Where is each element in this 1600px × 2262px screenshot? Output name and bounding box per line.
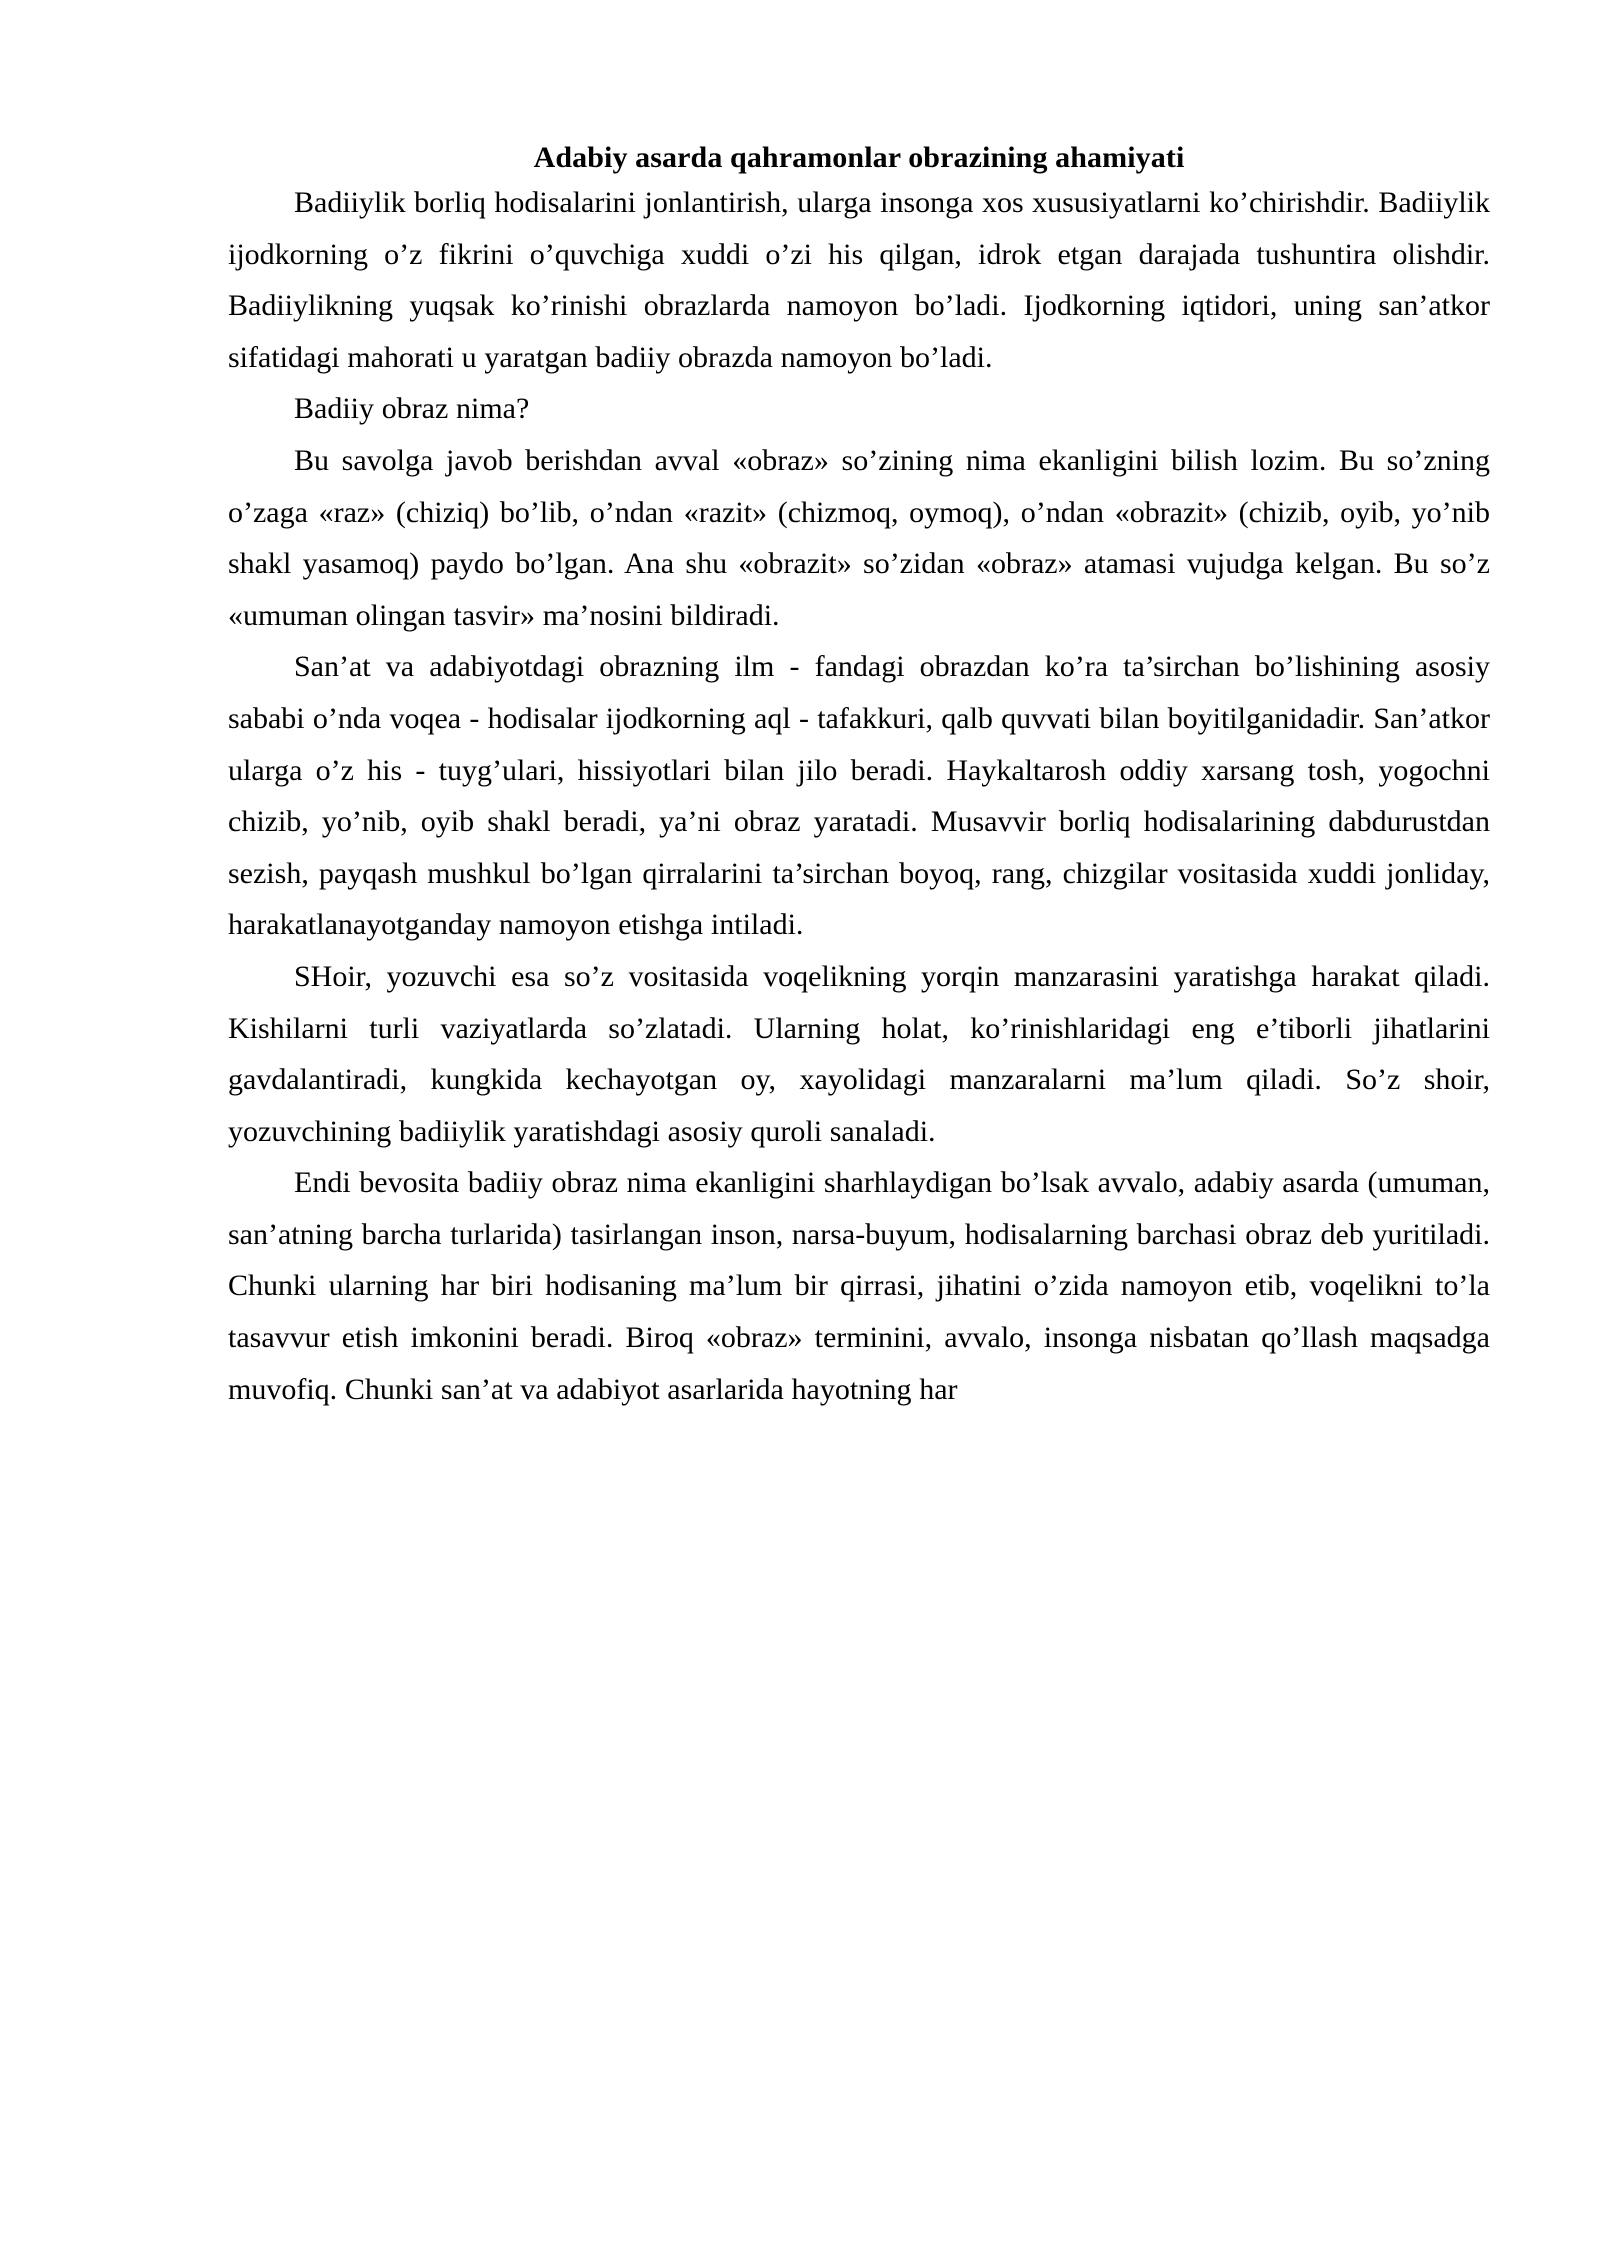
paragraph-4: San’at va adabiyotdagi obrazning ilm - fandagi obrazdan ko’ra ta’sirchan bo’lishining asosiy sababi o’nda voqea - hodisalar ijodkorning aql - tafakkuri, qalb quvvati bilan boyitilganidadir. San’atkor ularga o’z his - tuyg’ulari, hissiyotlari bilan jilo beradi. Haykaltarosh oddiy xarsang tosh, yogochni chizib, yo’nib, oyib shakl beradi, ya’ni obraz yaratadi. Musavvir borliq hodisalarining dabdurustdan sezish, payqash mushkul bo’lgan qirralarini ta’sirchan boyoq, rang, chizgilar vositasida xuddi jonliday, harakatlanayotganday namoyon etishga intiladi. <box>228 650 1490 942</box>
paragraph-1: Badiiylik borliq hodisalarini jonlantirish, ularga insonga xos xususiyatlarni ko’chirishdir. Badiiylik ijodkorning o’z fikrini o’quvchiga xuddi o’zi his qilgan, idrok etgan darajada tushuntira olishdir. Badiiylikning yuqsak ko’rinishi obrazlarda namoyon bo’ladi. Ijodkorning iqtidori, uning san’atkor sifatidagi mahorati u yaratgan badiiy obrazda namoyon bo’ladi. <box>228 186 1490 374</box>
paragraph-2: Badiiy obraz nima? <box>294 392 530 426</box>
page-title: Adabiy asarda qahramonlar obrazining ahamiyati <box>533 141 1185 174</box>
document-body <box>228 143 1490 1415</box>
paragraph-5: SHoir, yozuvchi esa so’z vositasida voqelikning yorqin manzarasini yaratishga harakat qiladi. Kishilarni turli vaziyatlarda so’zlatadi. Ularning holat, ko’rinishlaridagi eng e’tiborli jihatlarini gavdalantiradi, kungkida kechayotgan oy, xayolidagi manzaralarni ma’lum qiladi. So’z shoir, yozuvchining badiiylik yaratishdagi asosiy quroli sanaladi. <box>228 959 1490 1148</box>
paragraph-6: Endi bevosita badiiy obraz nima ekanligini sharhlaydigan bo’lsak avvalo, adabiy asarda (umuman, san’atning barcha turlarida) tasirlangan inson, narsa-buyum, hodisalarning barchasi obraz deb yuritiladi. Chunki ularning har biri hodisaning ma’lum bir qirrasi, jihatini o’zida namoyon etib, voqelikni to’la tasavvur etish imkonini beradi. Biroq «obraz» terminini, avvalo, insonga nisbatan qo’llash maqsadga muvofiq. Chunki san’at va adabiyot asarlarida hayotning har <box>228 1166 1490 1406</box>
paragraph-3: Bu savolga javob berishdan avval «obraz» so’zining nima ekanligini bilish lozim. Bu so’zning o’zaga «raz» (chiziq) bo’lib, o’ndan «razit» (chizmoq, oymoq), o’ndan «obrazit» (chizib, oyib, yo’nib shakl yasamoq) paydo bo’lgan. Ana shu «obrazit» so’zidan «obraz» atamasi vujudga kelgan. Bu so’z «umuman olingan tasvir» ma’nosini bildiradi. <box>228 443 1490 632</box>
